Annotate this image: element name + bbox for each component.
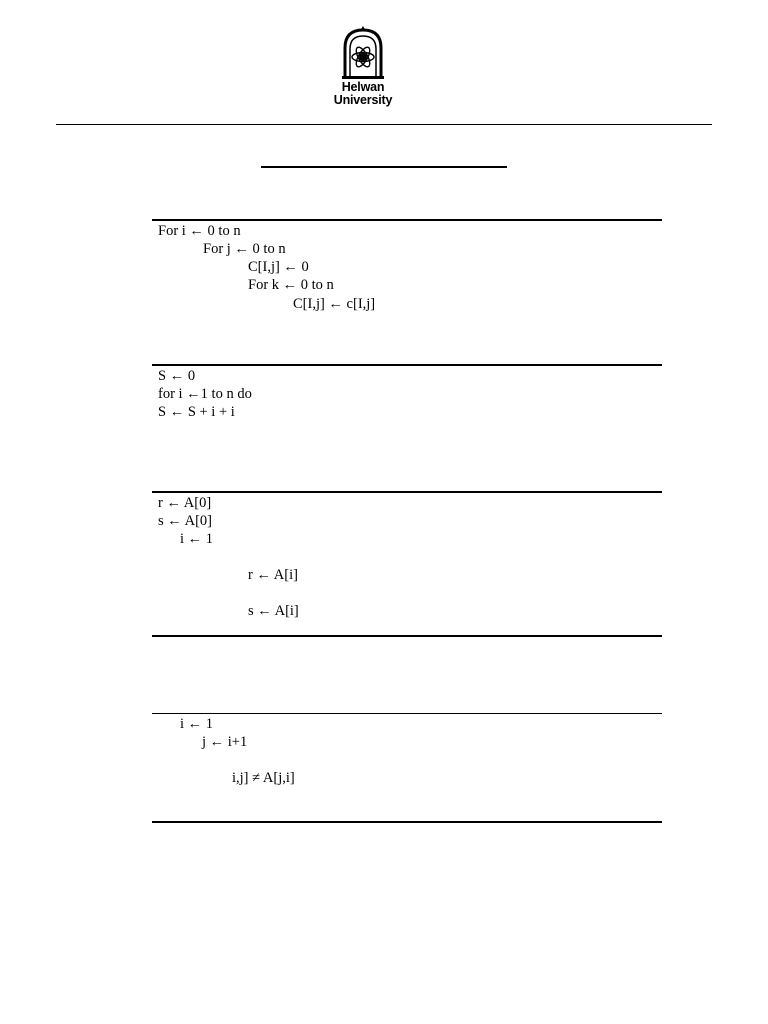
block3-top-rule: [152, 491, 662, 493]
block4-line2: j ← i+1: [202, 734, 248, 750]
block4-top-rule: [152, 713, 662, 714]
block3-line4: r ← A[i]: [248, 567, 298, 583]
block3-line2: s ← A[0]: [158, 513, 212, 529]
logo-text-line1: Helwan: [341, 80, 385, 94]
block1-line4: For k ← 0 to n: [248, 277, 334, 293]
block1-line1: For i ← 0 to n: [158, 223, 241, 239]
block4-bottom-rule: [152, 821, 662, 823]
block2-line1: S ← 0: [158, 368, 196, 384]
block3-line5: s ← A[i]: [248, 603, 299, 619]
block3-line1: r ← A[0]: [158, 495, 212, 511]
block1-top-rule: [152, 219, 662, 221]
university-emblem-icon: [326, 26, 400, 80]
block3-line3: i ← 1: [180, 531, 214, 547]
header-divider: [56, 124, 712, 125]
block2-top-rule: [152, 364, 662, 366]
block4-line3: i,j] ≠ A[j,i]: [232, 770, 295, 786]
title-underline: [261, 166, 507, 168]
block1-line3: C[I,j] ← 0: [248, 259, 309, 275]
block1-line5: C[I,j] ← c[I,j]: [293, 296, 376, 312]
block2-line3: S ← S + i + i: [158, 404, 235, 420]
logo-text-line2: University: [333, 93, 393, 107]
block4-line1: i ← 1: [180, 716, 214, 732]
block3-bottom-rule: [152, 635, 662, 637]
block2-line2: for i ←1 to n do: [158, 386, 252, 402]
block1-line2: For j ← 0 to n: [203, 241, 286, 257]
helwan-university-logo: [326, 26, 400, 110]
